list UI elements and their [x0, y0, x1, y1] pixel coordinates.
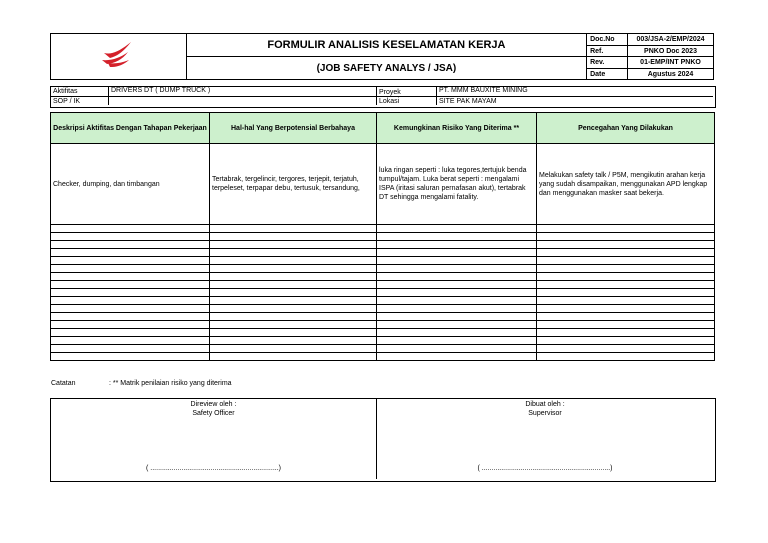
- empty-cell: [51, 265, 210, 273]
- cell-risiko: luka ringan seperti : luka tegores,tertujuk benda tumpul/tajam. Luka berat seperti : mengalami ISPA (iritasi saluran pernafasan akut), tertabrak DT sehingga mengalami fatality.: [377, 144, 537, 225]
- empty-cell: [537, 353, 715, 361]
- preparer-role: Dibuat oleh :: [525, 401, 565, 408]
- empty-cell: [377, 289, 537, 297]
- empty-cell: [210, 297, 377, 305]
- signature-block: [50, 398, 716, 482]
- empty-cell: [377, 281, 537, 289]
- empty-cell: [210, 305, 377, 313]
- table-row: [51, 265, 715, 273]
- lokasi-value: SITE PAK MAYAM: [439, 98, 497, 105]
- empty-cell: [377, 233, 537, 241]
- preparer-signature-line: ( ..................................................................): [477, 465, 613, 472]
- divider: [108, 87, 109, 105]
- empty-cell: [537, 345, 715, 353]
- rev-label: Rev.: [587, 57, 628, 69]
- table-row: [51, 281, 715, 289]
- form-subtitle: (JOB SAFETY ANALYS / JSA): [186, 57, 586, 80]
- cell-pencegahan: Melakukan safety talk / P5M, mengikutin arahan kerja yang sudah disampaikan, menggunakan APD lengkap dan menggunakan masker saat bekerja.: [537, 144, 715, 225]
- lokasi-label: Lokasi: [379, 98, 400, 105]
- empty-cell: [51, 337, 210, 345]
- empty-cell: [210, 233, 377, 241]
- empty-cell: [537, 233, 715, 241]
- sop-label: SOP / IK: [53, 98, 81, 105]
- form-header: [50, 33, 714, 80]
- empty-cell: [51, 289, 210, 297]
- signature-preparer: [377, 399, 713, 479]
- empty-cell: [537, 321, 715, 329]
- table-row: [51, 257, 715, 265]
- empty-cell: [537, 225, 715, 233]
- empty-cell: [51, 297, 210, 305]
- empty-cell: [377, 273, 537, 281]
- empty-cell: [210, 345, 377, 353]
- empty-cell: [51, 225, 210, 233]
- empty-cell: [537, 297, 715, 305]
- table-row: [51, 225, 715, 233]
- reviewer-title: Safety Officer: [192, 410, 235, 417]
- table-row: [51, 241, 715, 249]
- empty-cell: [210, 321, 377, 329]
- reviewer-signature-line: ( ..................................................................): [146, 465, 281, 472]
- signature-reviewer: [51, 399, 376, 479]
- empty-rows: [51, 225, 715, 361]
- table-row: [51, 337, 715, 345]
- column-header-risiko: Kemungkinan Risiko Yang Diterima **: [377, 113, 537, 144]
- empty-cell: [377, 225, 537, 233]
- table-row: [51, 313, 715, 321]
- empty-cell: [377, 321, 537, 329]
- empty-cell: [377, 297, 537, 305]
- empty-cell: [210, 313, 377, 321]
- ref-label: Ref.: [587, 46, 628, 57]
- empty-cell: [210, 241, 377, 249]
- proyek-label: Proyek: [379, 89, 401, 96]
- cell-bahaya: Tertabrak, tergelincir, tergores, terjepit, terjatuh, terpeleset, terpapar debu, tertusuk, tersandung,: [210, 144, 377, 225]
- empty-cell: [51, 257, 210, 265]
- empty-cell: [537, 241, 715, 249]
- empty-cell: [51, 329, 210, 337]
- logo-cell: [51, 34, 187, 80]
- empty-cell: [377, 305, 537, 313]
- ref-value: PNKO Doc 2023: [628, 46, 714, 57]
- job-info: [50, 86, 716, 108]
- note-label: Catatan: [51, 380, 76, 387]
- empty-cell: [537, 305, 715, 313]
- table-row: [51, 297, 715, 305]
- empty-cell: [51, 281, 210, 289]
- empty-cell: [210, 281, 377, 289]
- empty-cell: [537, 337, 715, 345]
- empty-cell: [210, 353, 377, 361]
- column-header-pencegahan: Pencegahan Yang Dilakukan: [537, 113, 715, 144]
- company-logo-icon: [98, 39, 138, 69]
- proyek-value: PT. MMM BAUXITE MINING: [439, 87, 528, 94]
- empty-cell: [377, 337, 537, 345]
- empty-cell: [210, 265, 377, 273]
- empty-cell: [377, 329, 537, 337]
- empty-cell: [210, 257, 377, 265]
- table-row: [51, 233, 715, 241]
- empty-cell: [51, 241, 210, 249]
- date-label: Date: [587, 69, 628, 80]
- empty-cell: [537, 281, 715, 289]
- rev-value: 01-EMP/INT PNKO: [628, 57, 714, 69]
- empty-cell: [377, 345, 537, 353]
- empty-cell: [537, 273, 715, 281]
- empty-cell: [51, 233, 210, 241]
- aktifitas-value: DRIVERS DT ( DUMP TRUCK ): [111, 87, 211, 94]
- empty-cell: [51, 273, 210, 281]
- empty-cell: [537, 265, 715, 273]
- note-text: : ** Matrik penilaian risiko yang diterima: [109, 380, 232, 387]
- table-row: [51, 249, 715, 257]
- table-row: [51, 289, 715, 297]
- empty-cell: [537, 249, 715, 257]
- empty-cell: [51, 313, 210, 321]
- empty-cell: [51, 249, 210, 257]
- empty-cell: [51, 345, 210, 353]
- empty-cell: [537, 257, 715, 265]
- empty-cell: [377, 249, 537, 257]
- preparer-title: Supervisor: [528, 410, 562, 417]
- empty-cell: [377, 241, 537, 249]
- empty-cell: [51, 353, 210, 361]
- empty-cell: [210, 225, 377, 233]
- empty-cell: [210, 249, 377, 257]
- table-row: [51, 273, 715, 281]
- table-row: [51, 321, 715, 329]
- empty-cell: [377, 353, 537, 361]
- jsa-table: [50, 112, 714, 361]
- doc-no-label: Doc.No: [587, 34, 628, 46]
- table-row: [51, 353, 715, 361]
- empty-cell: [210, 289, 377, 297]
- column-header-bahaya: Hal-hal Yang Berpotensial Berbahaya: [210, 113, 377, 144]
- empty-cell: [537, 329, 715, 337]
- form-title: FORMULIR ANALISIS KESELAMATAN KERJA: [186, 34, 586, 57]
- cell-deskripsi: Checker, dumping, dan timbangan: [51, 144, 210, 225]
- empty-cell: [377, 265, 537, 273]
- divider: [436, 87, 437, 105]
- column-header-deskripsi: Deskripsi Aktifitas Dengan Tahapan Pekerjaan: [51, 113, 210, 144]
- table-row: [51, 345, 715, 353]
- empty-cell: [210, 337, 377, 345]
- empty-cell: [377, 257, 537, 265]
- reviewer-role: Direview oleh :: [190, 401, 237, 408]
- empty-cell: [51, 305, 210, 313]
- date-value: Agustus 2024: [628, 69, 714, 80]
- empty-cell: [51, 321, 210, 329]
- empty-cell: [537, 289, 715, 297]
- aktifitas-label: Aktifitas: [53, 88, 78, 95]
- divider: [376, 87, 377, 105]
- table-row: [51, 329, 715, 337]
- empty-cell: [210, 329, 377, 337]
- empty-cell: [377, 313, 537, 321]
- empty-cell: [210, 273, 377, 281]
- empty-cell: [537, 313, 715, 321]
- table-row: [51, 144, 715, 225]
- table-row: [51, 305, 715, 313]
- doc-no-value: 003/JSA-2/EMP/2024: [628, 34, 714, 46]
